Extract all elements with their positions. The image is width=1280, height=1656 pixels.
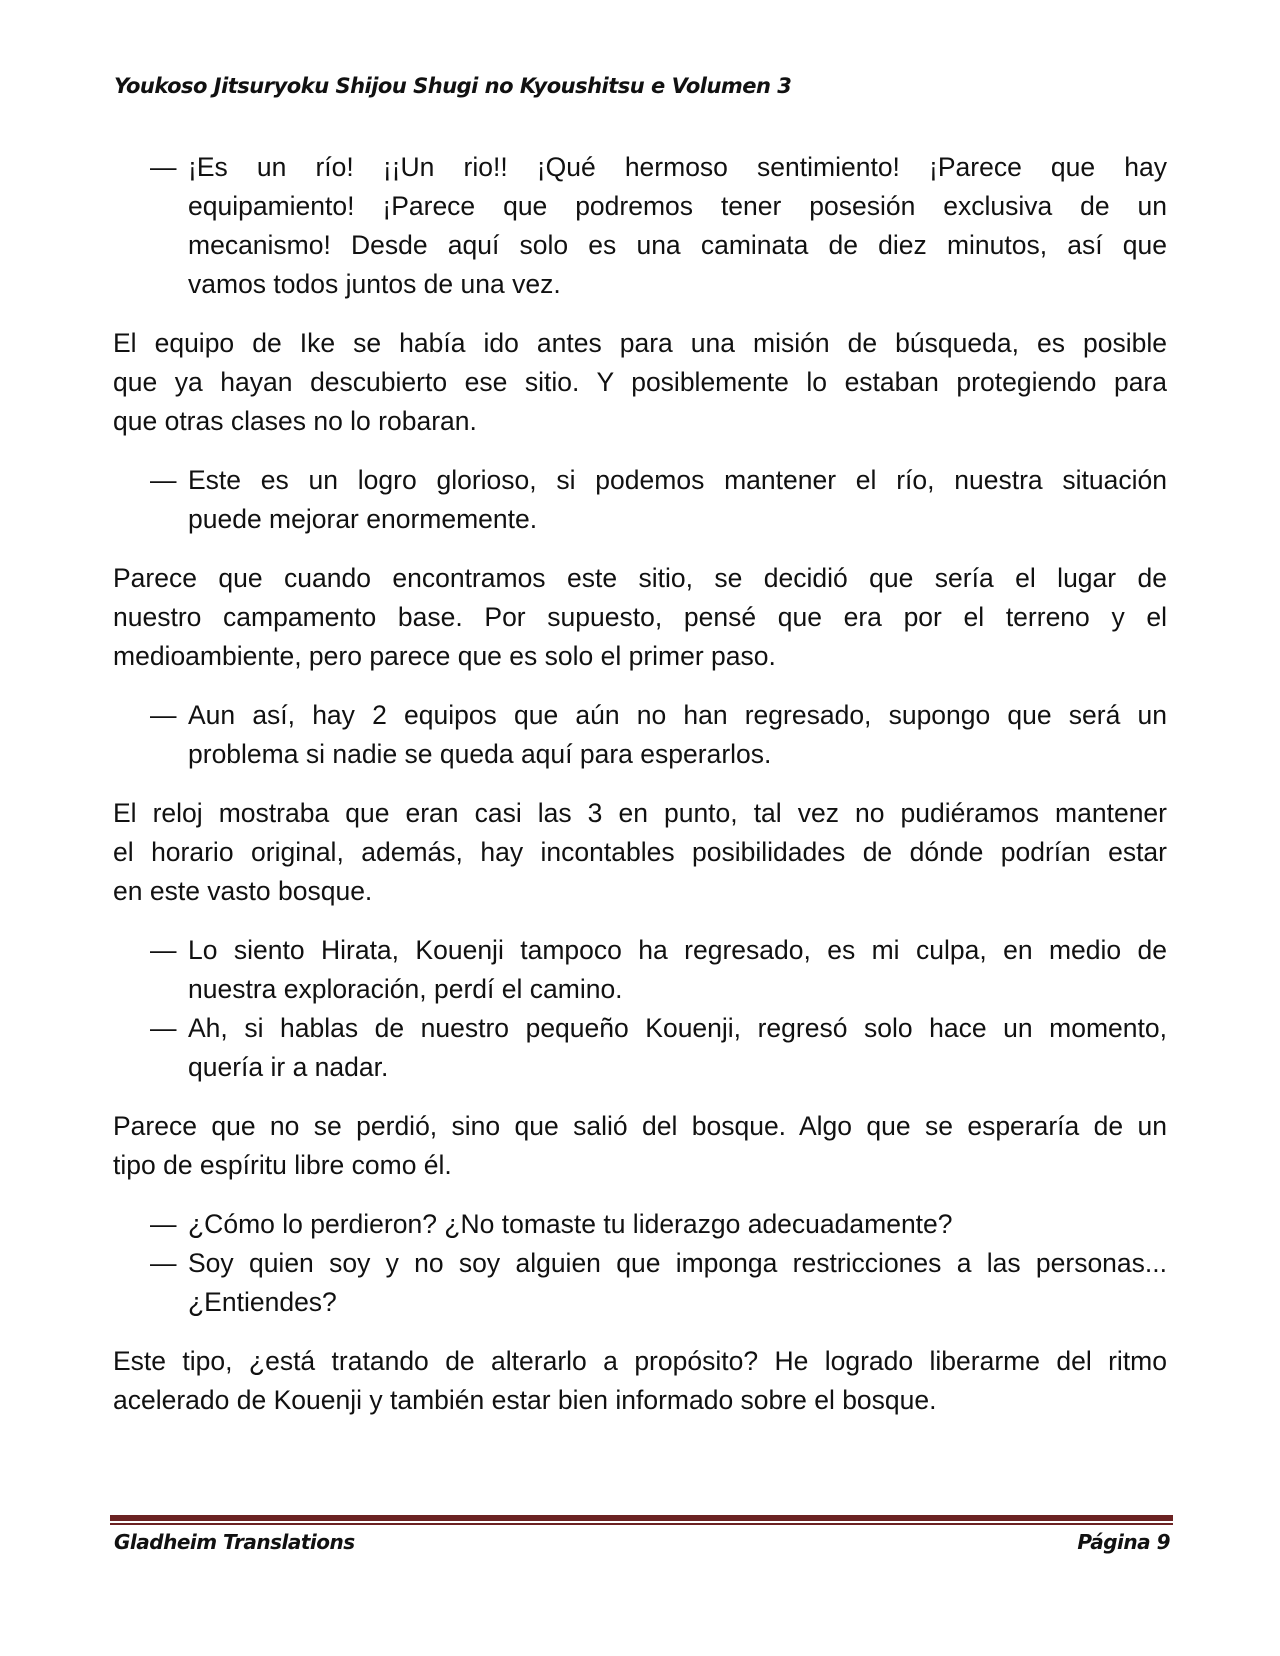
text-line: medioambiente, pero parece que es solo el primer paso. [113, 641, 776, 671]
text-line: tipo de espíritu libre como él. [113, 1150, 452, 1180]
dialogue-dash: — [150, 1248, 177, 1278]
text-line: ¿Entiendes? [188, 1287, 337, 1317]
text-line: nuestra exploración, perdí el camino. [188, 974, 623, 1004]
text-line: el horario original, además, hay incontables posibilidades de dónde podrían estar [113, 837, 1167, 867]
narration-paragraph [113, 1107, 1167, 1185]
dialogue-dash: — [150, 700, 177, 730]
footer-rule-thin [110, 1523, 1173, 1525]
dialogue-dash: — [150, 1209, 177, 1239]
text-line: que ya hayan descubierto ese sitio. Y posiblemente lo estaban protegiendo para [113, 367, 1167, 397]
text-line: Parece que cuando encontramos este sitio, se decidió que sería el lugar de [113, 563, 1167, 593]
text-line: que otras clases no lo robaran. [113, 406, 477, 436]
text-line: quería ir a nadar. [188, 1052, 389, 1082]
dialogue-paragraph [113, 1009, 1167, 1087]
text-line: El equipo de Ike se había ido antes para una misión de búsqueda, es posible [113, 328, 1167, 358]
dialogue-dash: — [150, 465, 177, 495]
narration-paragraph [113, 1342, 1167, 1420]
text-line: ¡Es un río! ¡¡Un rio!! ¡Qué hermoso sentimiento! ¡Parece que hay [188, 152, 1167, 182]
dialogue-paragraph [113, 148, 1167, 304]
text-line: Parece que no se perdió, sino que salió del bosque. Algo que se esperaría de un [113, 1111, 1167, 1141]
text-line: Aun así, hay 2 equipos que aún no han regresado, supongo que será un [188, 700, 1167, 730]
footer-translator: Gladheim Translations [114, 1530, 355, 1554]
text-line: Este es un logro glorioso, si podemos mantener el río, nuestra situación [188, 465, 1167, 495]
text-line: vamos todos juntos de una vez. [188, 269, 561, 299]
text-line: nuestro campamento base. Por supuesto, pensé que era por el terreno y el [113, 602, 1167, 632]
dialogue-paragraph [113, 1244, 1167, 1322]
narration-paragraph [113, 794, 1167, 911]
text-line: Este tipo, ¿está tratando de alterarlo a propósito? He logrado liberarme del ritmo [113, 1346, 1167, 1376]
text-line: acelerado de Kouenji y también estar bien informado sobre el bosque. [113, 1385, 937, 1415]
dialogue-paragraph [113, 696, 1167, 774]
text-line: en este vasto bosque. [113, 876, 373, 906]
text-line: ¿Cómo lo perdieron? ¿No tomaste tu liderazgo adecuadamente? [188, 1209, 953, 1239]
text-line: mecanismo! Desde aquí solo es una caminata de diez minutos, así que [188, 230, 1167, 260]
text-line: El reloj mostraba que eran casi las 3 en punto, tal vez no pudiéramos mantener [113, 798, 1167, 828]
dialogue-dash: — [150, 1013, 177, 1043]
dialogue-dash: — [150, 935, 177, 965]
dialogue-dash: — [150, 152, 177, 182]
running-header: Youkoso Jitsuryoku Shijou Shugi no Kyoushitsu e Volumen 3 [114, 74, 792, 98]
text-line: puede mejorar enormemente. [188, 504, 538, 534]
text-line: Ah, si hablas de nuestro pequeño Kouenji, regresó solo hace un momento, [188, 1013, 1167, 1043]
text-line: problema si nadie se queda aquí para esperarlos. [188, 739, 772, 769]
body-text [113, 148, 1167, 1420]
page-number: Página 9 [1077, 1530, 1170, 1554]
narration-paragraph [113, 324, 1167, 441]
text-line: equipamiento! ¡Parece que podremos tener posesión exclusiva de un [188, 191, 1167, 221]
text-line: Lo siento Hirata, Kouenji tampoco ha regresado, es mi culpa, en medio de [188, 935, 1167, 965]
dialogue-paragraph [113, 461, 1167, 539]
dialogue-paragraph [113, 931, 1167, 1009]
dialogue-paragraph [113, 1205, 1167, 1244]
narration-paragraph [113, 559, 1167, 676]
footer-rule [110, 1515, 1173, 1521]
text-line: Soy quien soy y no soy alguien que imponga restricciones a las personas... [188, 1248, 1167, 1278]
